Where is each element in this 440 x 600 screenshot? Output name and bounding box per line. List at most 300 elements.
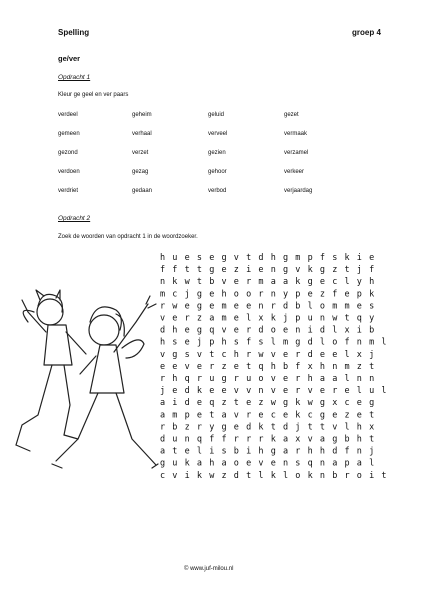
grid-letter: a [221, 410, 227, 421]
grid-letter: q [209, 398, 215, 409]
grid-letter: r [160, 422, 166, 433]
grid-letter: j [356, 265, 362, 276]
grid-letter: g [283, 253, 289, 263]
grid-letter: z [332, 265, 338, 276]
grid-letter: l [283, 470, 289, 481]
grid-letter: b [332, 470, 338, 481]
grid-letter: g [160, 458, 166, 469]
grid-letter: n [270, 289, 276, 300]
grid-letter: e [319, 349, 326, 360]
grid-letter: e [332, 410, 338, 421]
grid-letter: e [283, 374, 289, 384]
grid-letter: e [184, 337, 190, 348]
grid-letter: i [172, 398, 178, 409]
grid-letter: v [172, 470, 178, 481]
grid-letter: t [270, 422, 276, 433]
grid-letter: m [344, 361, 350, 372]
grid-letter: p [295, 313, 301, 324]
word-item: verkeer [284, 169, 305, 175]
grid-letter: k [295, 410, 301, 421]
grid-letter: n [295, 325, 301, 336]
grid-letter: a [332, 374, 338, 384]
grid-letter: a [356, 458, 362, 469]
grid-letter: w [172, 301, 178, 312]
grid-letter: k [196, 470, 203, 481]
grid-letter: t [344, 265, 350, 276]
grid-letter: e [233, 277, 239, 288]
grid-letter: e [307, 289, 313, 300]
grid-letter: r [246, 410, 252, 421]
grid-letter: m [332, 301, 338, 312]
grid-letter: i [356, 253, 362, 263]
grid-letter: v [295, 265, 301, 276]
grid-letter: o [270, 325, 276, 336]
grid-letter: f [172, 265, 178, 276]
grid-letter: r [233, 374, 239, 384]
grid-letter: t [381, 470, 387, 481]
grid-letter: e [246, 398, 252, 409]
grid-letter: g [295, 337, 301, 348]
grid-letter: e [196, 361, 203, 372]
grid-letter: z [184, 422, 190, 433]
grid-letter: t [369, 434, 375, 445]
grid-letter: h [209, 458, 215, 469]
grid-letter: e [184, 325, 190, 336]
grid-letter: u [209, 374, 215, 384]
grid-letter: m [258, 277, 264, 288]
grid-letter: e [356, 398, 362, 409]
grid-letter: o [233, 458, 239, 469]
grid-letter: c [307, 410, 313, 421]
grid-letter: o [295, 470, 301, 481]
grid-letter: i [246, 265, 252, 276]
grid-letter: c [332, 277, 338, 288]
grid-letter: r [295, 386, 301, 397]
grid-letter: h [369, 277, 375, 288]
worksheet-title: Spelling [58, 28, 90, 37]
grid-letter: g [270, 446, 276, 457]
grid-letter: l [344, 422, 350, 433]
grid-letter: e [233, 301, 239, 312]
grid-letter: w [209, 470, 215, 481]
grid-letter: p [307, 253, 313, 263]
grid-letter: z [344, 410, 350, 421]
grid-letter: q [209, 325, 215, 336]
grid-letter: k [196, 386, 203, 397]
assignment-1-heading: Opdracht 1 [58, 74, 91, 81]
grid-letter: e [283, 349, 289, 360]
grid-letter: e [209, 253, 215, 263]
grid-letter: b [209, 277, 215, 288]
word-item: verbod [208, 188, 227, 194]
grid-letter: v [270, 349, 276, 360]
grid-letter: z [233, 265, 239, 276]
grid-letter: z [221, 361, 227, 372]
grid-letter: o [356, 470, 362, 481]
grid-letter: d [184, 398, 190, 409]
grid-letter: t [246, 361, 252, 372]
grid-letter: d [258, 325, 264, 336]
grid-letter: p [344, 458, 350, 469]
grid-letter: z [221, 398, 227, 409]
grid-letter: n [319, 470, 326, 481]
word-item: gemeen [58, 131, 80, 137]
grid-letter: v [184, 361, 190, 372]
grid-letter: f [344, 337, 350, 348]
grid-letter: r [184, 313, 190, 324]
grid-letter: b [344, 434, 350, 445]
grid-letter: e [319, 277, 326, 288]
grid-letter: w [270, 398, 276, 409]
grid-letter: r [258, 289, 264, 300]
grid-letter: j [369, 349, 375, 360]
grid-letter: c [172, 289, 178, 300]
grid-letter: l [196, 446, 203, 457]
grid-letter: t [196, 277, 203, 288]
grid-letter: n [356, 446, 362, 457]
grid-letter: v [246, 386, 252, 397]
grid-letter: e [184, 301, 190, 312]
grid-letter: q [356, 313, 362, 324]
grid-letter: t [344, 313, 350, 324]
grid-letter: i [209, 446, 215, 457]
grid-letter: l [270, 337, 276, 348]
grid-letter: e [233, 325, 239, 336]
grid-letter: g [283, 265, 289, 276]
grid-letter: y [356, 277, 362, 288]
grid-letter: l [381, 386, 387, 397]
grid-letter: h [270, 253, 276, 263]
grid-letter: o [246, 289, 252, 300]
grid-letter: d [307, 349, 313, 360]
grid-letter: n [283, 458, 289, 469]
grid-letter: a [283, 446, 289, 457]
grid-letter: f [369, 265, 375, 276]
grid-letter: b [172, 422, 178, 433]
grid-letter: e [356, 301, 362, 312]
grid-letter: w [258, 349, 264, 360]
grid-letter: e [184, 253, 190, 263]
grid-letter: i [369, 470, 375, 481]
grid-letter: r [332, 386, 338, 397]
grid-letter: r [270, 301, 276, 312]
grid-letter: n [270, 265, 276, 276]
grid-letter: x [344, 325, 350, 336]
grid-letter: v [160, 349, 166, 360]
grid-letter: h [221, 337, 227, 348]
grid-letter: n [184, 434, 190, 445]
grid-letter: g [196, 289, 203, 300]
grid-letter: e [344, 386, 350, 397]
grid-letter: e [172, 313, 178, 324]
grid-letter: n [356, 337, 362, 348]
grid-letter: f [221, 434, 227, 445]
grid-letter: s [295, 458, 301, 469]
grid-letter: v [196, 349, 203, 360]
grid-letter: o [332, 337, 338, 348]
grid-letter: c [344, 398, 350, 409]
word-item: verzamel [284, 150, 309, 156]
grid-letter: e [356, 410, 362, 421]
grade-label: groep 4 [352, 28, 381, 37]
grid-letter: x [369, 422, 375, 433]
grid-letter: h [172, 374, 178, 384]
grid-letter: t [184, 265, 190, 276]
grid-letter: e [221, 386, 227, 397]
grid-letter: h [221, 289, 227, 300]
grid-letter: b [233, 446, 239, 457]
grid-letter: a [270, 277, 276, 288]
grid-letter: e [209, 289, 215, 300]
grid-letter: q [258, 361, 264, 372]
grid-letter: v [221, 277, 227, 288]
grid-letter: f [160, 265, 166, 276]
grid-letter: k [369, 289, 375, 300]
grid-letter: z [258, 398, 264, 409]
grid-letter: i [307, 325, 313, 336]
grid-letter: e [233, 313, 239, 324]
grid-letter: y [369, 313, 375, 324]
grid-letter: v [307, 386, 313, 397]
word-item: verdeel [58, 112, 78, 118]
grid-letter: e [258, 410, 264, 421]
grid-letter: g [332, 434, 338, 445]
grid-letter: t [246, 470, 252, 481]
grid-letter: e [369, 253, 375, 263]
grid-letter: t [369, 361, 375, 372]
grid-letter: j [184, 289, 190, 300]
grid-letter: j [283, 313, 289, 324]
word-item: gezien [208, 150, 226, 156]
grid-letter: d [283, 301, 289, 312]
grid-letter: k [295, 277, 301, 288]
grid-letter: t [369, 410, 375, 421]
grid-letter: v [258, 458, 264, 469]
grid-letter: e [344, 289, 350, 300]
grid-letter: d [246, 422, 252, 433]
grid-letter: u [307, 313, 313, 324]
grid-letter: h [160, 337, 166, 348]
grid-letter: e [233, 422, 239, 433]
grid-letter: p [184, 410, 190, 421]
grid-letter: t [307, 422, 313, 433]
grid-letter: o [258, 374, 264, 384]
grid-letter: x [307, 361, 313, 372]
grid-letter: k [307, 470, 313, 481]
grid-letter: r [233, 434, 239, 445]
grid-letter: r [246, 349, 252, 360]
grid-letter: t [246, 253, 252, 263]
grid-letter: m [221, 313, 227, 324]
grid-letter: g [209, 265, 215, 276]
grid-letter: e [209, 301, 215, 312]
grid-letter: l [307, 301, 313, 312]
footer-credit: © www.juf-milou.nl [184, 566, 234, 572]
grid-letter: x [356, 349, 362, 360]
grid-letter: a [160, 398, 166, 409]
grid-letter: k [270, 434, 276, 445]
grid-letter: r [295, 446, 301, 457]
grid-letter: d [319, 325, 326, 336]
grid-letter: g [319, 398, 326, 409]
grid-letter: v [233, 386, 239, 397]
grid-letter: a [283, 434, 289, 445]
grid-letter: b [283, 361, 289, 372]
grid-letter: b [295, 301, 301, 312]
grid-letter: w [307, 398, 313, 409]
grid-letter: k [172, 277, 178, 288]
grid-letter: a [196, 458, 203, 469]
grid-letter: d [283, 422, 289, 433]
word-item: verdriet [58, 188, 79, 194]
grid-letter: n [319, 458, 326, 469]
grid-letter: r [246, 325, 252, 336]
grid-letter: a [319, 374, 326, 384]
grid-letter: t [196, 265, 203, 276]
grid-letter: d [233, 470, 239, 481]
grid-letter: r [196, 422, 203, 433]
grid-letter: s [221, 446, 227, 457]
grid-letter: l [369, 458, 375, 469]
grid-letter: o [319, 301, 326, 312]
grid-letter: e [283, 410, 289, 421]
grid-letter: n [258, 386, 264, 397]
grid-letter: g [196, 301, 203, 312]
grid-letter: z [196, 313, 203, 324]
grid-letter: s [332, 253, 338, 263]
grid-letter: l [319, 337, 326, 348]
grid-letter: h [258, 446, 264, 457]
grid-letter: a [209, 313, 215, 324]
grid-letter: n [369, 374, 375, 384]
grid-letter: d [332, 446, 338, 457]
grid-letter: e [172, 386, 178, 397]
word-item: verveel [208, 131, 228, 137]
word-item: geheim [132, 112, 152, 118]
word-item: verdoen [58, 169, 80, 175]
grid-letter: a [160, 410, 166, 421]
grid-letter: d [160, 325, 166, 336]
grid-letter: u [172, 253, 178, 263]
grid-letter: r [160, 374, 166, 384]
grid-letter: k [270, 470, 276, 481]
grid-letter: s [196, 253, 203, 263]
grid-letter: e [184, 446, 190, 457]
grid-letter: x [258, 313, 264, 324]
grid-letter: k [270, 313, 276, 324]
word-item: verzet [132, 150, 149, 156]
grid-letter: d [307, 337, 313, 348]
grid-letter: r [258, 434, 264, 445]
grid-letter: n [356, 374, 362, 384]
grid-letter: g [283, 398, 289, 409]
grid-letter: n [258, 301, 264, 312]
grid-letter: a [160, 446, 166, 457]
grid-letter: f [332, 289, 338, 300]
grid-letter: s [172, 337, 178, 348]
assignment-2-heading: Opdracht 2 [58, 215, 91, 222]
grid-letter: l [258, 470, 264, 481]
grid-letter: m [172, 410, 178, 421]
grid-letter: e [270, 458, 276, 469]
grid-letter: l [332, 325, 338, 336]
grid-letter: p [295, 289, 301, 300]
grid-letter: i [184, 470, 190, 481]
grid-letter: a [319, 434, 326, 445]
grid-letter: e [160, 361, 166, 372]
grid-letter: e [332, 349, 338, 360]
grid-letter: n [332, 361, 338, 372]
grid-letter: s [369, 301, 375, 312]
grid-letter: u [172, 434, 178, 445]
grid-letter: e [246, 301, 252, 312]
grid-letter: h [270, 361, 276, 372]
grid-letter: g [221, 253, 227, 263]
grid-letter: t [209, 349, 215, 360]
grid-letter: r [246, 277, 252, 288]
grid-letter: o [233, 289, 239, 300]
grid-letter: n [319, 313, 326, 324]
grid-letter: h [319, 361, 326, 372]
word-item: verhaal [132, 131, 152, 137]
grid-letter: v [233, 253, 239, 263]
grid-letter: l [344, 374, 350, 384]
grid-letter: y [283, 289, 289, 300]
grid-letter: f [246, 337, 252, 348]
dancing-children-illustration [12, 282, 162, 494]
word-item: gedaan [132, 188, 153, 194]
grid-letter: d [258, 253, 264, 263]
grid-letter: l [246, 313, 252, 324]
assignment-1-instruction: Kleur ge geel en ver paars [58, 92, 129, 98]
grid-letter: h [172, 325, 178, 336]
grid-letter: a [283, 277, 289, 288]
grid-letter: f [209, 434, 215, 445]
grid-letter: g [221, 422, 227, 433]
grid-letter: f [295, 361, 301, 372]
grid-letter: x [295, 434, 301, 445]
grid-letter: i [356, 325, 362, 336]
grid-letter: g [221, 374, 227, 384]
word-item: gehoor [208, 169, 227, 175]
grid-letter: v [160, 313, 166, 324]
grid-letter: d [160, 434, 166, 445]
grid-letter: g [196, 325, 203, 336]
grid-letter: p [356, 289, 362, 300]
grid-letter: f [344, 446, 350, 457]
topic-heading: ge/ver [58, 54, 81, 63]
grid-letter: h [160, 253, 166, 263]
grid-letter: m [283, 337, 289, 348]
grid-letter: k [184, 458, 190, 469]
grid-letter: r [196, 374, 203, 384]
grid-letter: p [209, 337, 215, 348]
grid-letter: h [356, 434, 362, 445]
grid-letter: r [344, 470, 350, 481]
grid-letter: z [319, 289, 326, 300]
grid-letter: q [184, 374, 190, 384]
grid-letter: j [160, 386, 166, 397]
grid-letter: u [369, 386, 375, 397]
grid-letter: j [295, 422, 301, 433]
word-item: gezond [58, 150, 78, 156]
grid-letter: a [332, 458, 338, 469]
grid-letter: s [233, 337, 239, 348]
grid-letter: d [184, 386, 190, 397]
grid-letter: r [246, 434, 252, 445]
word-item: verjaardag [284, 188, 313, 194]
grid-letter: m [160, 289, 166, 300]
